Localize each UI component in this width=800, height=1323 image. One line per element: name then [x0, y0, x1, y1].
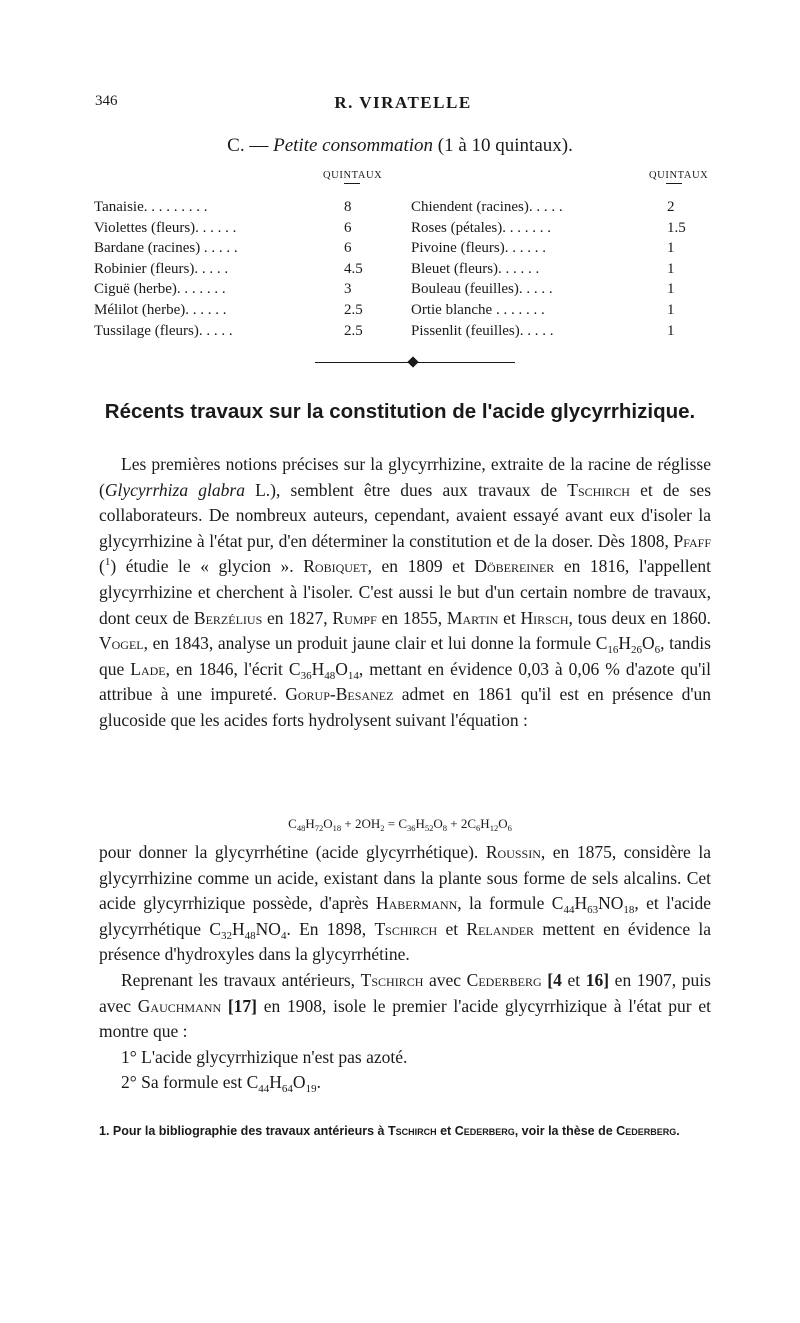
plant-name: Chiendent (racines). . . . . [411, 199, 563, 215]
table-row [94, 323, 394, 344]
left-column-dash [344, 183, 360, 184]
quantity-value: 4.5 [344, 260, 363, 277]
latin-name: Glycyrrhiza glabra [104, 479, 245, 500]
author-name: Roussin [485, 842, 541, 862]
table-row [411, 261, 711, 282]
author-name: Robiquet [303, 556, 368, 577]
author-name: Rumpf [332, 607, 377, 628]
author-name: Vogel [99, 633, 144, 654]
author-name: Relander [466, 918, 535, 939]
plant-name: Bleuet (fleurs). . . . . . [411, 260, 540, 277]
section-heading [0, 135, 800, 157]
quantity-value: 6 [344, 240, 352, 257]
table-row [94, 240, 394, 261]
section-letter: C. [227, 135, 245, 156]
chemical-formula: $C_{32}H_{48}NO_4$ [209, 918, 287, 942]
right-column-dash [666, 183, 682, 184]
table-row [411, 302, 711, 323]
footnote: 1. Pour la bibliographie des travaux antérieurs à Tschirch et Cederberg, voir la thèse de Cederberg. [99, 1124, 680, 1138]
plant-name: Ortie blanche . . . . . . . [411, 301, 545, 318]
right-column-unit: QUINTAUX [649, 170, 709, 181]
diamond-ornament-icon [407, 356, 418, 367]
table-row [411, 281, 711, 302]
quantity-value: 1 [667, 260, 675, 277]
chemical-equation: $C_{48}H_{72}O_{18} + 2OH_2 = C_{36}H_{52}O_8 + 2C_6H_{12}O_6$ [288, 816, 512, 833]
section-title: Petite consommation [273, 135, 433, 156]
article-body-continued [99, 840, 711, 1096]
footnote-marker: 1 [104, 556, 111, 569]
quantity-value: 8 [344, 199, 352, 215]
table-row [411, 220, 711, 241]
author-name: Berzélius [193, 607, 263, 628]
running-title: R. VIRATELLE [334, 93, 472, 112]
reference-number: 16 [585, 969, 604, 990]
author-name: Pfaff [673, 530, 711, 551]
author-name: Cederberg [616, 1124, 677, 1138]
list-item-1: 1° L'acide glycyrrhizique n'est pas azoté. [121, 1046, 408, 1067]
author-name: Cederberg [454, 1124, 515, 1138]
article-title: Récents travaux sur la constitution de l'acide glycyrrhizique. [104, 400, 696, 423]
plant-name: Tanaisie. . . . . . . . . [94, 199, 208, 215]
table-row [94, 281, 394, 302]
left-consumption-table [94, 199, 394, 343]
plant-name: Ciguë (herbe). . . . . . . [94, 281, 226, 298]
section-divider [315, 360, 515, 366]
table-row [94, 199, 394, 220]
quantity-value: 1.5 [667, 219, 686, 236]
quantity-value: 1 [667, 322, 675, 339]
reference-number: 17 [233, 995, 252, 1016]
paragraph-2: pour donner la glycyrrhétine (acide glycyrrhétique). Roussin, en 1875, considère la glycyrrhizine comme un acide, existant dans la plante sous forme de sels alcalins. Cet acide glycyrrhizique possède, d'après Habermann, la formule $C_{44}H_{63}NO_{18}$, et l'acide glycyrrhétique $C_{32}H_{48}NO_4$. En 1898, Tschirch et Relander mettent en évidence la présence d'hydroxyles dans la glycyrrhétine. [99, 842, 711, 965]
plant-name: Pivoine (fleurs). . . . . . [411, 240, 546, 257]
author-name: Cederberg [466, 969, 542, 990]
plant-name: Bouleau (feuilles). . . . . [411, 281, 553, 298]
chemical-formula: $C_{44}H_{63}NO_{18}$ [551, 893, 635, 917]
plant-name: Mélilot (herbe). . . . . . [94, 301, 227, 318]
page-number: 346 [95, 93, 118, 109]
quantity-value: 2.5 [344, 322, 363, 339]
list-item-2: 2° Sa formule est $C_{44}H_{64}O_{19}$. [121, 1072, 321, 1096]
quantity-value: 6 [344, 219, 352, 236]
quantity-value: 1 [667, 240, 675, 257]
author-name: Tschirch [567, 479, 630, 500]
table-row [94, 261, 394, 282]
author-name: Tschirch [360, 969, 424, 990]
chemical-formula: $C_{16}H_{26}O_6$ [595, 633, 661, 657]
right-consumption-table [411, 199, 711, 343]
quantity-value: 3 [344, 281, 352, 298]
plant-name: Pissenlit (feuilles). . . . . [411, 322, 554, 339]
section-range: (1 à 10 quintaux). [433, 135, 573, 156]
author-name: Döbereiner [474, 556, 555, 577]
chemical-formula: $C_{36}H_{48}O_{14}$ [288, 658, 359, 682]
paragraph-3: Reprenant les travaux antérieurs, Tschirch avec Cederberg [4 et 16] en 1907, puis avec Gauchmann [17] en 1908, isole le premier l'acide glycyrrhizique à l'état pur et montre que : [99, 969, 711, 1042]
author-name: Tschirch [387, 1124, 437, 1138]
chemical-formula: $C_{44}H_{64}O_{19}$ [246, 1072, 317, 1096]
plant-name: Violettes (fleurs). . . . . . [94, 219, 237, 236]
plant-name: Bardane (racines) . . . . . [94, 240, 238, 257]
paragraph-1: Les premières notions précises sur la glycyrrhizine, extraite de la racine de réglisse (Glycyrrhiza glabra L.), semblent être dues aux travaux de Tschirch et de ses collaborateurs. De nombreux auteurs, cependant, avaient essayé avant eux d'isoler la glycyrrhizine à l'état pur, d'en déterminer la constitution et de la doser. Dès 1808, Pfaff ($^1$) étudie le « glycion ». Robiquet, en 1809 et Döbereiner en 1816, l'appellent glycyrrhizine et cherchent à l'isoler. C'est aussi le but d'un certain nombre de travaux, dont ceux de Berzélius en 1827, Rumpf en 1855, Martin et Hirsch, tous deux en 1860. Vogel, en 1843, analyse un produit jaune clair et lui donne la formule $C_{16}H_{26}O_6$, tandis que Lade, en 1846, l'écrit $C_{36}H_{48}O_{14}$, mettant en évidence 0,03 à 0,06 % d'azote qu'il attribue à une impureté. Gorup-Besanez admet en 1861 qu'il est en présence d'un glucoside que les acides forts hydrolysent suivant l'équation : [99, 454, 712, 730]
plant-name: Tussilage (fleurs). . . . . [94, 322, 233, 339]
article-body [99, 452, 711, 734]
section-dash: — [244, 135, 274, 156]
quantity-value: 1 [667, 281, 675, 298]
plant-name: Robinier (fleurs). . . . . [94, 260, 229, 277]
table-row [94, 220, 394, 241]
left-column-unit: QUINTAUX [323, 170, 383, 181]
plant-name: Roses (pétales). . . . . . . [411, 219, 551, 236]
quantity-value: 1 [667, 301, 675, 318]
table-row [411, 240, 711, 261]
author-name: Lade [130, 658, 166, 679]
reference-number: 4 [553, 969, 562, 990]
table-row [411, 323, 711, 344]
table-row [411, 199, 711, 220]
running-head [95, 93, 711, 115]
author-name: Martin [446, 607, 499, 628]
author-name: Habermann [375, 893, 458, 914]
quantity-value: 2.5 [344, 301, 363, 318]
author-name: Gorup-Besanez [285, 684, 394, 705]
author-name: Tschirch [374, 918, 438, 939]
author-name: Hirsch [520, 607, 569, 628]
quantity-value: 2 [667, 199, 675, 215]
table-row [94, 302, 394, 323]
author-name: Gauchmann [137, 995, 222, 1016]
